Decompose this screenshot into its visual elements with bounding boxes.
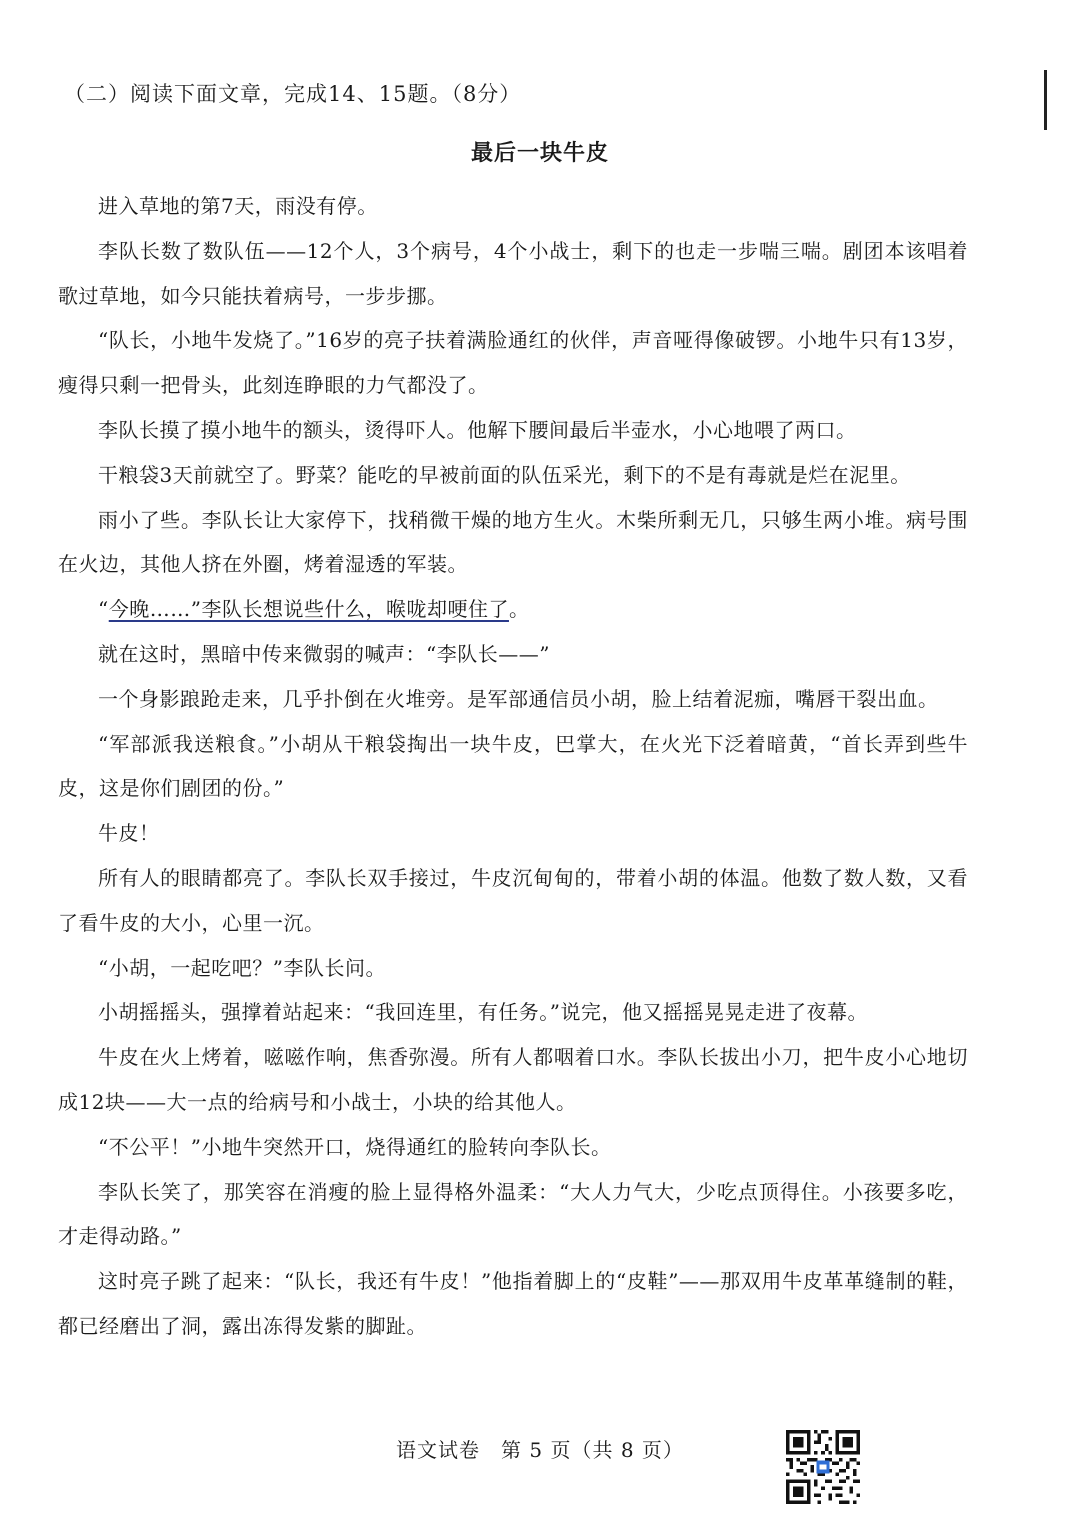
paragraph: 李队长笑了，那笑容在消瘦的脸上显得格外温柔：“大人力气大，少吃点顶得住。小孩要多吃，才走得动路。” — [58, 1179, 968, 1249]
paragraph: 牛皮！ — [98, 821, 160, 846]
paragraph: 小胡摇摇头，强撑着站起来：“我回连里，有任务。”说完，他又摇摇晃晃走进了夜幕。 — [98, 1000, 868, 1025]
paragraph: 干粮袋3天前就空了。野菜？能吃的早被前面的队伍采光，剩下的不是有毒就是烂在泥里。 — [98, 462, 911, 487]
paragraph: 就在这时，黑暗中传来微弱的喊声：“李队长——” — [98, 641, 550, 666]
paragraph: 牛皮在火上烤着，嗞嗞作响，焦香弥漫。所有人都咽着口水。李队长拔出小刀，把牛皮小心地切成12块——大一点的给病号和小战士，小块的给其他人。 — [58, 1045, 968, 1114]
paragraph: 一个身影踉跄走来，几乎扑倒在火堆旁。是军部通信员小胡，脸上结着泥痂，嘴唇干裂出血。 — [98, 686, 939, 711]
article-body — [58, 184, 968, 1349]
open-quote: “ — [98, 597, 109, 622]
underlined-paragraph — [58, 587, 968, 632]
paragraph: “军部派我送粮食。”小胡从干粮袋掏出一块牛皮，巴掌大，在火光下泛着暗黄，“首长弄到些牛皮，这是你们剧团的份。” — [58, 731, 968, 801]
paragraph: 进入草地的第7天，雨没有停。 — [98, 194, 378, 218]
sentence-end: 。 — [508, 597, 530, 622]
paragraph: 雨小了些。李队长让大家停下，找稍微干燥的地方生火。木柴所剩无几，只够生两小堆。病号围在火边，其他人挤在外圈，烤着湿透的军装。 — [58, 507, 968, 577]
paragraph: “不公平！”小地牛突然开口，烧得通红的脸转向李队长。 — [98, 1134, 612, 1159]
paragraph: “小胡，一起吃吧？”李队长问。 — [98, 955, 386, 980]
paragraph: 李队长摸了摸小地牛的额头，烫得吓人。他解下腰间最后半壶水，小心地喂了两口。 — [98, 417, 857, 442]
article-title: 最后一块牛皮 — [470, 140, 609, 166]
scan-edge-mark — [1044, 70, 1047, 130]
paragraph: “队长，小地牛发烧了。”16岁的亮子扶着满脸通红的伙伴，声音哑得像破锣。小地牛只有13岁，瘦得只剩一把骨头，此刻连睁眼的力气都没了。 — [58, 328, 968, 398]
section-heading: （二）阅读下面文章，完成14、15题。（8分） — [64, 82, 522, 106]
paragraph: 所有人的眼睛都亮了。李队长双手接过，牛皮沉甸甸的，带着小胡的体温。他数了数人数，又看了看牛皮的大小，心里一沉。 — [58, 865, 968, 935]
paragraph: 李队长数了数队伍——12个人，3个病号，4个小战士，剩下的也走一步喘三喘。剧团本该唱着歌过草地，如今只能扶着病号，一步步挪。 — [58, 238, 968, 308]
underlined-sentence: 今晚……”李队长想说些什么，喉咙却哽住了 — [108, 597, 509, 622]
qr-code-icon — [786, 1430, 860, 1504]
page-footer: 语文试卷 第 5 页（共 8 页） — [396, 1438, 684, 1462]
paragraph: 这时亮子跳了起来：“队长，我还有牛皮！”他指着脚上的“皮鞋”——那双用牛皮革革缝制的鞋，都已经磨出了洞，露出冻得发紫的脚趾。 — [58, 1269, 968, 1338]
